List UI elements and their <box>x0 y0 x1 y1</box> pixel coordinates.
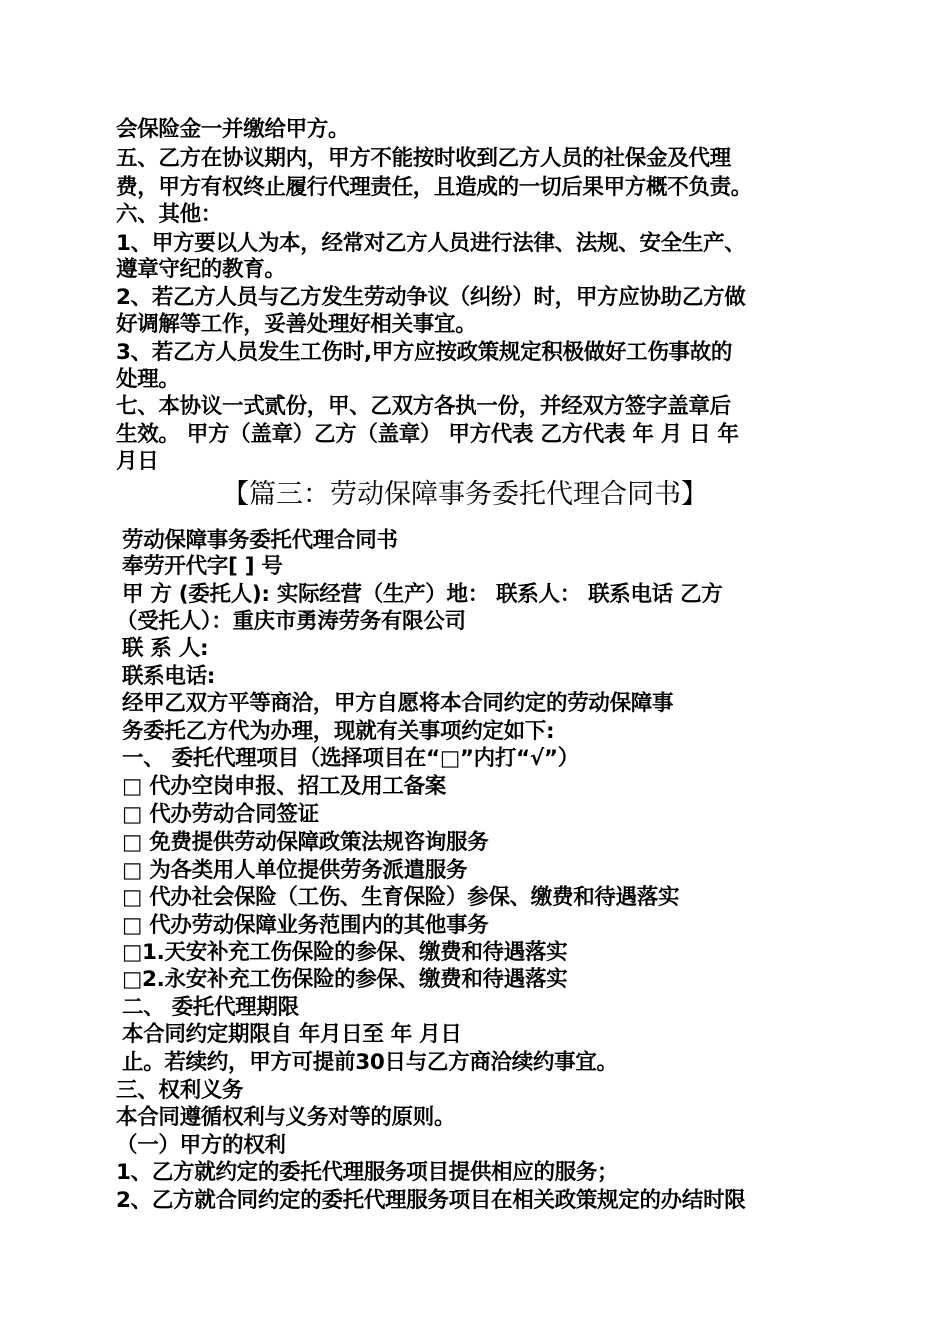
checklist-item: □ 代办社会保险（工伤、生育保险）参保、缴费和待遇落实 <box>122 885 680 910</box>
text-line: 1、乙方就约定的委托代理服务项目提供相应的服务； <box>116 1160 619 1185</box>
text-line: 止。若续约，甲方可提前30日与乙方商洽续约事宜。 <box>122 1050 618 1075</box>
text-line: 3、若乙方人员发生工伤时,甲方应按政策规定积极做好工伤事故的 <box>116 340 733 365</box>
text-line: 本合同遵循权利与义务对等的原则。 <box>116 1105 456 1130</box>
text-line: 务委托乙方代为办理，现就有关事项约定如下: <box>122 719 555 744</box>
checklist-item: □ 为各类用人单位提供劳务派遣服务 <box>122 858 468 883</box>
checklist-item: □ 代办劳动保障业务范围内的其他事务 <box>122 913 489 938</box>
section-title: 【篇三：劳动保障事务委托代理合同书】 <box>222 479 708 510</box>
text-line: 奉劳开代字[ ] 号 <box>122 554 283 579</box>
text-line: （受托人）：重庆市勇涛劳务有限公司 <box>116 609 466 634</box>
text-line: 费，甲方有权终止履行代理责任，且造成的一切后果甲方概不负责。 <box>116 175 753 200</box>
text-line: 联系电话: <box>122 664 216 689</box>
text-line: 五、乙方在协议期内，甲方不能按时收到乙方人员的社保金及代理 <box>116 146 731 171</box>
text-line: 甲 方 (委托人): 实际经营（生产）地： 联系人： 联系电话 乙方 <box>122 582 723 607</box>
text-line: 三、权利义务 <box>116 1078 244 1103</box>
checklist-item: □ 免费提供劳动保障政策法规咨询服务 <box>122 830 489 855</box>
text-line: 七、本协议一式贰份，甲、乙双方各执一份，并经双方签字盖章后 <box>116 394 731 419</box>
text-line: 处理。 <box>116 367 180 392</box>
contract-title: 劳动保障事务委托代理合同书 <box>122 528 398 553</box>
text-line: 月日 <box>116 449 159 474</box>
text-line: （一）甲方的权利 <box>116 1133 286 1158</box>
checklist-item: □1.天安补充工伤保险的参保、缴费和待遇落实 <box>122 940 568 965</box>
text-line: 1、甲方要以人为本，经常对乙方人员进行法律、法规、安全生产、 <box>116 231 746 256</box>
text-line: 好调解等工作，妥善处理好相关事宜。 <box>116 312 477 337</box>
text-line: 2、若乙方人员与乙方发生劳动争议（纠纷）时，甲方应协助乙方做 <box>116 285 746 310</box>
checklist-item: □2.永安补充工伤保险的参保、缴费和待遇落实 <box>122 967 568 992</box>
text-line: 遵章守纪的教育。 <box>116 257 286 282</box>
text-line: 经甲乙双方平等商洽，甲方自愿将本合同约定的劳动保障事 <box>122 691 674 716</box>
text-line: 生效。 甲方（盖章）乙方（盖章） 甲方代表 乙方代表 年 月 日 年 <box>116 422 739 447</box>
text-line: 一、 委托代理项目（选择项目在“□”内打“√”） <box>122 746 579 771</box>
text-line: 2、乙方就合同约定的委托代理服务项目在相关政策规定的办结时限 <box>116 1188 746 1213</box>
text-line: 联 系 人: <box>122 636 209 661</box>
text-line: 二、 委托代理期限 <box>122 995 299 1020</box>
checklist-item: □ 代办空岗申报、招工及用工备案 <box>122 774 447 799</box>
checklist-item: □ 代办劳动合同签证 <box>122 802 319 827</box>
text-line: 本合同约定期限自 年月日至 年 月日 <box>122 1022 462 1047</box>
text-line: 会保险金一并缴给甲方。 <box>116 117 350 142</box>
text-line: 六、其他： <box>116 202 223 227</box>
